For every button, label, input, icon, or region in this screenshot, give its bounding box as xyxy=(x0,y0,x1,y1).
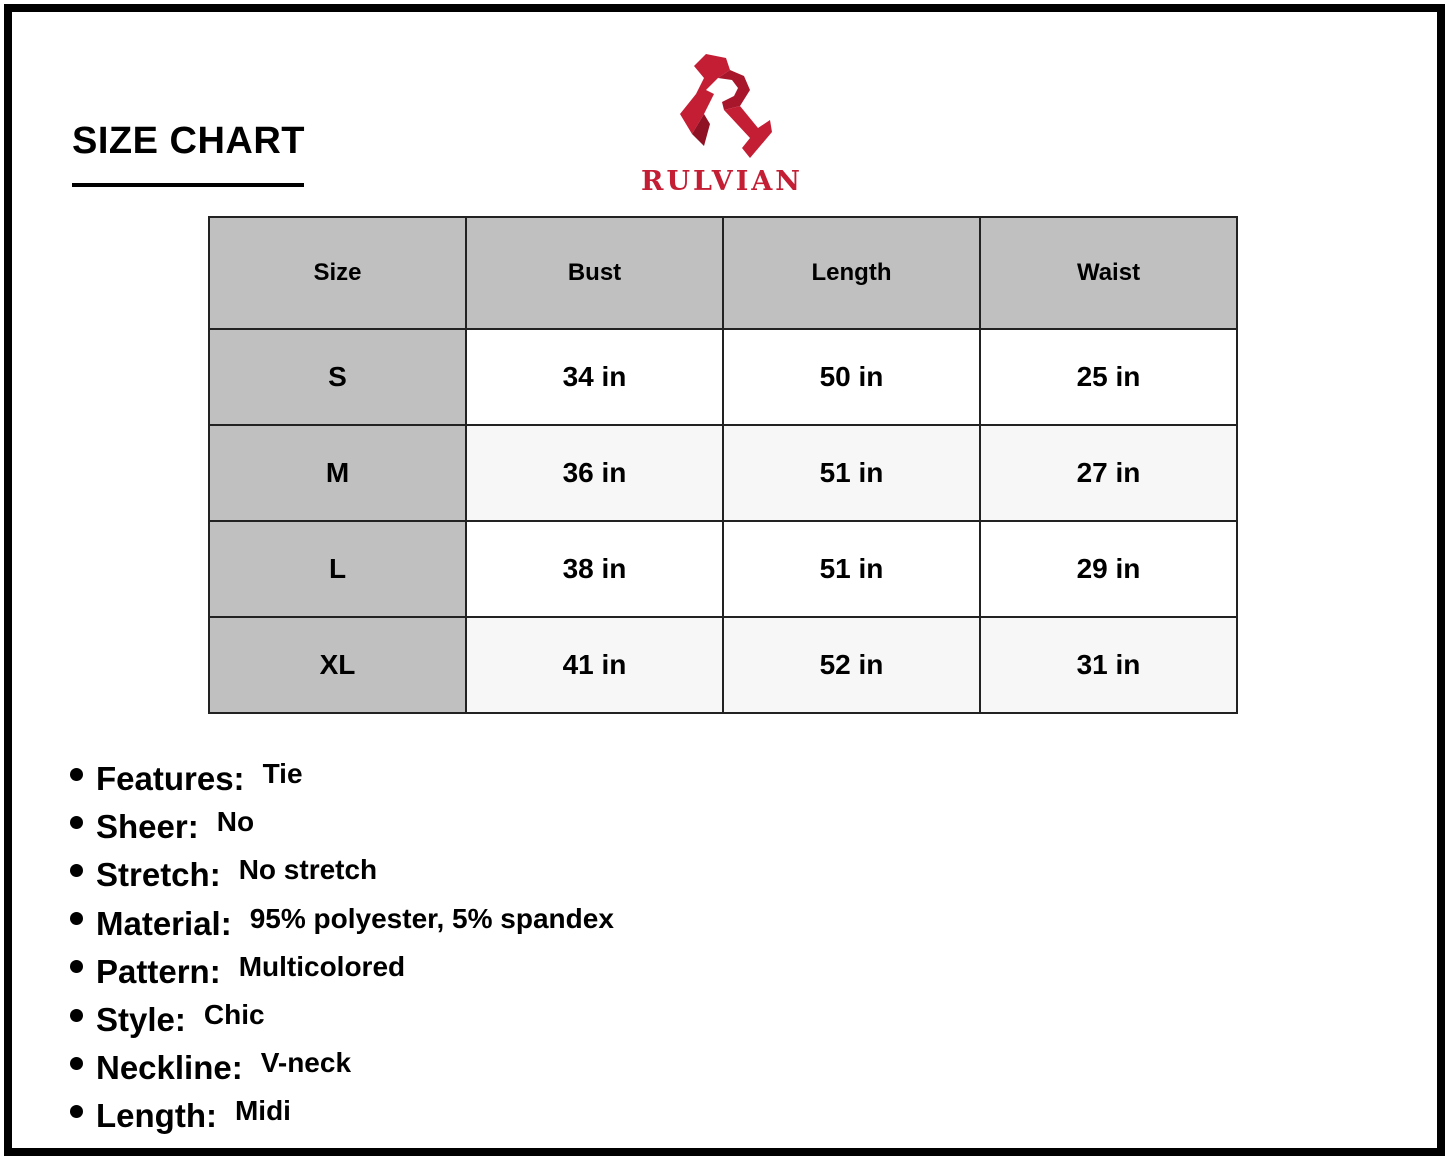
bust-cell: 41 in xyxy=(466,617,723,713)
table-row xyxy=(209,329,1237,425)
bullet-icon xyxy=(70,1105,83,1118)
page-title: SIZE CHART xyxy=(72,120,305,162)
length-cell: 51 in xyxy=(723,521,980,617)
brand-logo xyxy=(622,50,822,200)
spec-value: Tie xyxy=(262,758,303,790)
bullet-icon xyxy=(70,1009,83,1022)
bullet-icon xyxy=(70,864,83,877)
stylized-r-logo-icon xyxy=(674,50,774,162)
bust-cell: 38 in xyxy=(466,521,723,617)
header-waist: Waist xyxy=(980,217,1237,329)
size-cell: XL xyxy=(209,617,466,713)
bullet-icon xyxy=(70,816,83,829)
bullet-icon xyxy=(70,912,83,925)
size-cell: L xyxy=(209,521,466,617)
spec-key: Pattern: xyxy=(96,952,221,990)
spec-value: No stretch xyxy=(238,854,378,886)
spec-key: Features: xyxy=(96,760,245,798)
spec-value: Multicolored xyxy=(238,950,406,982)
size-chart-table xyxy=(208,216,1238,714)
spec-item-stretch xyxy=(70,848,614,896)
spec-item-neckline xyxy=(70,1041,614,1089)
spec-key: Sheer: xyxy=(96,808,199,846)
bullet-icon xyxy=(70,768,83,781)
spec-value: No xyxy=(216,806,255,838)
spec-value: V-neck xyxy=(260,1047,352,1079)
spec-key: Stretch: xyxy=(96,856,221,894)
table-row xyxy=(209,425,1237,521)
size-cell: M xyxy=(209,425,466,521)
bullet-icon xyxy=(70,1057,83,1070)
header-bust: Bust xyxy=(466,217,723,329)
spec-item-pattern xyxy=(70,945,614,993)
spec-key: Neckline: xyxy=(96,1049,243,1087)
length-cell: 52 in xyxy=(723,617,980,713)
header-size: Size xyxy=(209,217,466,329)
spec-item-features xyxy=(70,752,614,800)
spec-item-sheer xyxy=(70,800,614,848)
bust-cell: 36 in xyxy=(466,425,723,521)
table-header-row xyxy=(209,217,1237,329)
spec-item-style xyxy=(70,993,614,1041)
bullet-icon xyxy=(70,960,83,973)
table-row xyxy=(209,617,1237,713)
bust-cell: 34 in xyxy=(466,329,723,425)
spec-item-length xyxy=(70,1089,614,1137)
spec-value: Midi xyxy=(234,1095,291,1127)
product-specs-list xyxy=(70,752,614,1138)
title-underline xyxy=(72,183,304,187)
spec-key: Material: xyxy=(96,904,232,942)
size-cell: S xyxy=(209,329,466,425)
header-length: Length xyxy=(723,217,980,329)
length-cell: 51 in xyxy=(723,425,980,521)
spec-key: Style: xyxy=(96,1001,186,1039)
spec-item-material xyxy=(70,897,614,945)
table-row xyxy=(209,521,1237,617)
waist-cell: 27 in xyxy=(980,425,1237,521)
length-cell: 50 in xyxy=(723,329,980,425)
waist-cell: 29 in xyxy=(980,521,1237,617)
spec-key: Length: xyxy=(96,1097,217,1135)
brand-name: RULVIAN xyxy=(641,166,803,197)
spec-value: 95% polyester, 5% spandex xyxy=(249,902,614,934)
spec-value: Chic xyxy=(203,999,265,1031)
waist-cell: 31 in xyxy=(980,617,1237,713)
waist-cell: 25 in xyxy=(980,329,1237,425)
